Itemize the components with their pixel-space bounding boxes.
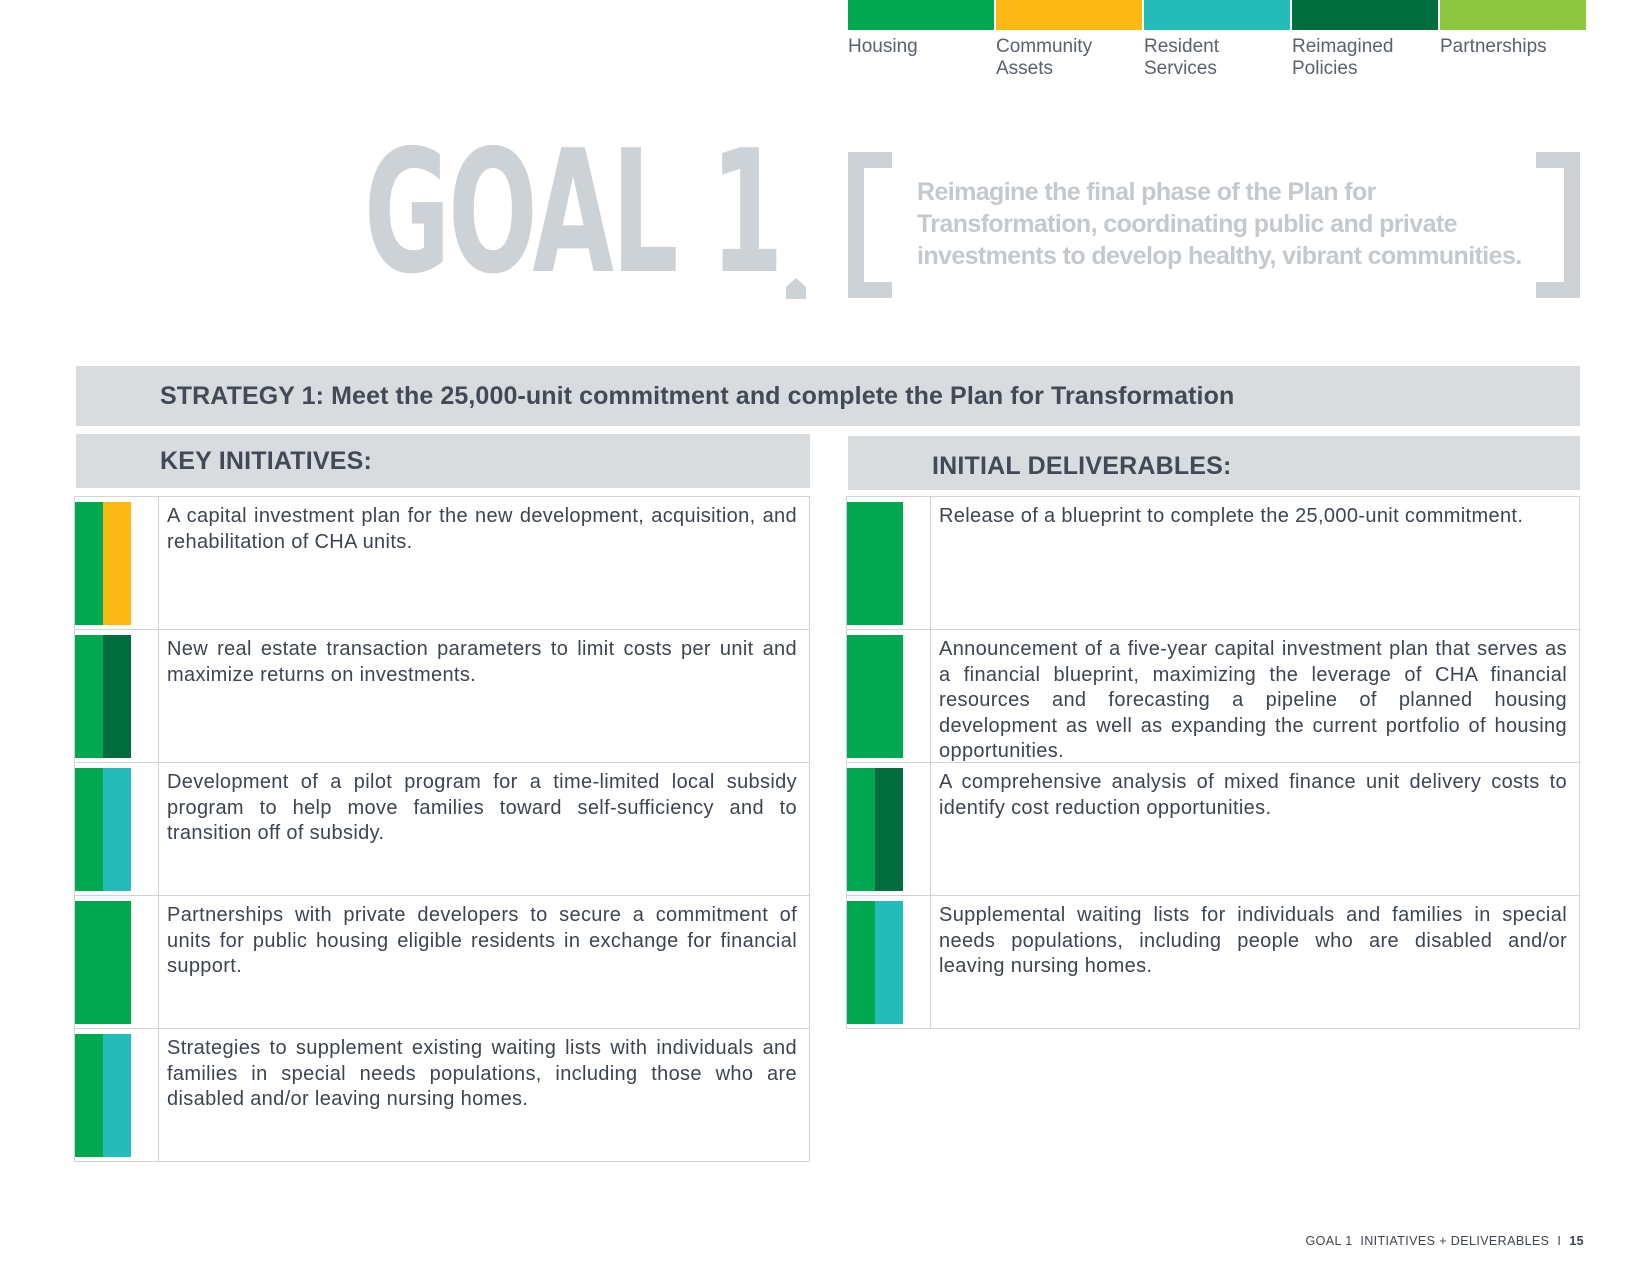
category-color-strip: [103, 502, 131, 625]
category-marker: [75, 768, 131, 891]
initial-deliverables-table: [846, 496, 1580, 1029]
goal-title: GOAL 1: [364, 114, 782, 312]
deliverable-text: Release of a blueprint to complete the 25,000-unit commitment.: [939, 505, 1524, 527]
table-row: [847, 497, 1579, 630]
goal-statement: Reimagine the final phase of the Plan for Transformation, coordinating public and private investments to develop healthy, vibrant communities.: [917, 178, 1522, 270]
legend-swatch: [996, 0, 1142, 30]
page-footer: [1306, 1234, 1585, 1248]
category-marker: [75, 1034, 131, 1157]
initiative-text: A capital investment plan for the new development, acquisition, and rehabilitation of CHA units.: [167, 505, 797, 553]
table-row: [75, 497, 809, 630]
legend-item-partnerships: [1440, 0, 1586, 80]
initial-deliverables-header: [848, 436, 1580, 490]
house-icon: [784, 276, 808, 300]
category-marker: [847, 901, 903, 1024]
legend-item-resident-services: [1144, 0, 1290, 80]
category-marker-cell: [847, 630, 931, 762]
category-marker: [847, 502, 903, 625]
initiative-text: Strategies to supplement existing waiting lists with individuals and families in special needs populations, including those who are disabled and/or leaving nursing homes.: [167, 1037, 797, 1110]
category-color-strip: [75, 1034, 103, 1157]
category-color-strip: [75, 635, 103, 758]
initial-deliverables-title: INITIAL DELIVERABLES:: [932, 451, 1232, 480]
footer-section: GOAL 1 INITIATIVES + DELIVERABLES: [1305, 1234, 1550, 1248]
category-color-strip: [103, 635, 131, 758]
category-color-strip: [75, 901, 131, 1024]
category-color-strip: [875, 768, 903, 891]
table-row: [75, 896, 809, 1029]
category-marker: [847, 768, 903, 891]
category-marker: [75, 635, 131, 758]
category-marker-cell: [75, 1029, 159, 1161]
initiative-text: New real estate transaction parameters to limit costs per unit and maximize returns on investments.: [167, 638, 797, 686]
category-color-strip: [847, 635, 903, 758]
category-marker-cell: [847, 763, 931, 895]
legend-item-community-assets: [996, 0, 1142, 80]
legend-item-housing: [848, 0, 994, 80]
strategy-bar: [76, 366, 1580, 426]
legend-swatch: [1440, 0, 1586, 30]
legend-label: Housing: [848, 36, 918, 57]
strategy-title: STRATEGY 1: Meet the 25,000-unit commitment and complete the Plan for Transformation: [160, 381, 1235, 410]
table-row: [847, 630, 1579, 763]
deliverable-text: A comprehensive analysis of mixed finance unit delivery costs to identify cost reduction opportunities.: [939, 771, 1567, 819]
category-color-strip: [103, 1034, 131, 1157]
category-marker-cell: [75, 763, 159, 895]
page-number: 15: [1569, 1234, 1584, 1248]
category-marker: [847, 635, 903, 758]
category-color-strip: [875, 901, 903, 1024]
category-color-strip: [103, 768, 131, 891]
legend-item-reimagined-policies: [1292, 0, 1438, 80]
bracket-right: [1536, 152, 1580, 298]
legend-swatch: [1144, 0, 1290, 30]
legend-label: Reimagined Policies: [1292, 36, 1394, 79]
key-initiatives-header: [76, 434, 810, 488]
category-marker-cell: [75, 497, 159, 629]
category-color-strip: [847, 768, 875, 891]
table-row: [75, 1029, 809, 1161]
category-marker: [75, 901, 131, 1024]
category-marker-cell: [75, 896, 159, 1028]
legend-label: Community Assets: [996, 36, 1093, 79]
legend-label: Partnerships: [1440, 36, 1547, 57]
deliverable-text: Supplemental waiting lists for individuals and families in special needs populations, including people who are disabled and/or leaving nursing homes.: [939, 904, 1567, 977]
category-marker-cell: [847, 896, 931, 1028]
initiative-text: Development of a pilot program for a time-limited local subsidy program to help move families toward self-sufficiency and to transition off of subsidy.: [167, 771, 797, 844]
legend-swatch: [1292, 0, 1438, 30]
category-color-strip: [847, 901, 875, 1024]
category-color-strip: [75, 768, 103, 891]
category-marker-cell: [847, 497, 931, 629]
key-initiatives-table: [74, 496, 810, 1162]
bracket-left: [848, 152, 892, 298]
table-row: [75, 763, 809, 896]
deliverable-text: Announcement of a five-year capital investment plan that serves as a financial blueprint, maximizing the leverage of CHA financial resources and forecasting a pipeline of planned housing development as well as expanding the current portfolio of housing opportunities.: [939, 638, 1567, 762]
initiative-text: Partnerships with private developers to secure a commitment of units for public housing eligible residents in exchange for financial support.: [167, 904, 797, 977]
category-marker-cell: [75, 630, 159, 762]
table-row: [847, 763, 1579, 896]
category-marker: [75, 502, 131, 625]
category-color-strip: [847, 502, 903, 625]
category-color-strip: [75, 502, 103, 625]
table-row: [847, 896, 1579, 1028]
legend-label: Resident Services: [1144, 36, 1219, 79]
category-legend: [848, 0, 1586, 80]
key-initiatives-title: KEY INITIATIVES:: [160, 446, 373, 475]
table-row: [75, 630, 809, 763]
footer-separator: I: [1557, 1234, 1562, 1248]
legend-swatch: [848, 0, 994, 30]
